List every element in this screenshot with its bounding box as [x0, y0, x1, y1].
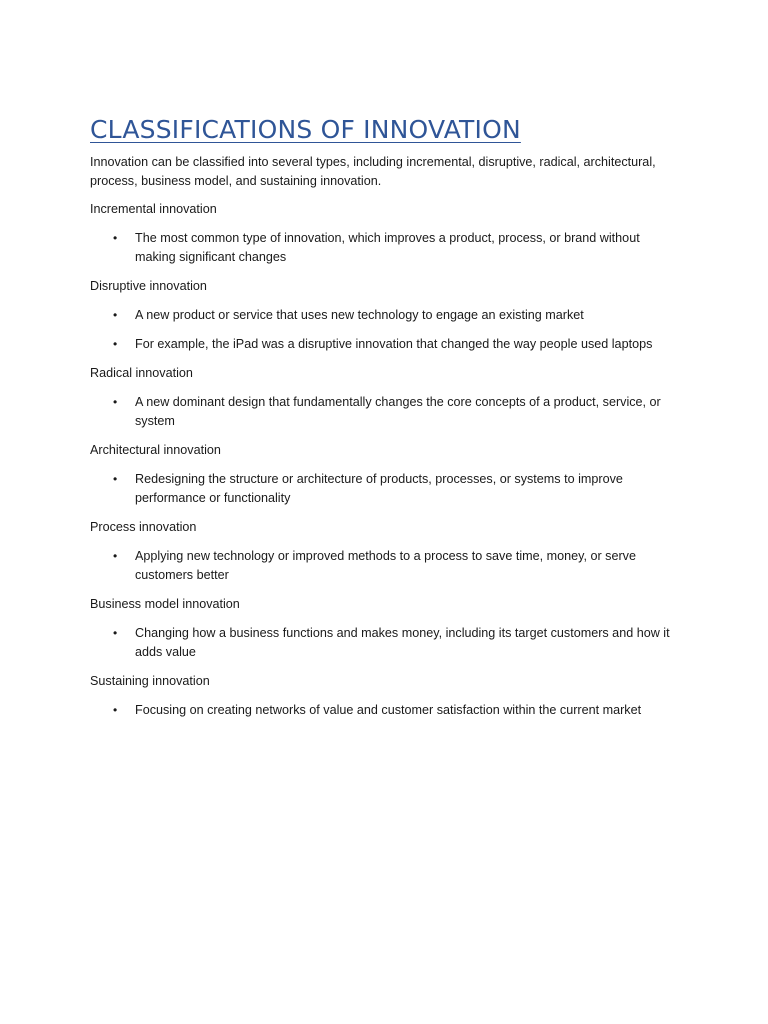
section-heading-disruptive: Disruptive innovation — [90, 279, 207, 293]
list-item — [90, 335, 680, 354]
bullet-icon: • — [113, 231, 118, 245]
list-item — [90, 229, 680, 267]
bullet-icon: • — [113, 549, 118, 563]
list-item — [90, 306, 680, 325]
bullet-icon: • — [113, 337, 118, 351]
section-heading-architectural: Architectural innovation — [90, 443, 221, 457]
bullet-list-incremental — [90, 229, 680, 267]
bullet-list-architectural — [90, 470, 680, 508]
section-heading-business-model: Business model innovation — [90, 597, 240, 611]
list-item-text: Applying new technology or improved methods to a process to save time, money, or serve customers better — [135, 549, 636, 582]
list-item-text: A new dominant design that fundamentally changes the core concepts of a product, service, or system — [135, 395, 661, 428]
list-item — [90, 624, 680, 662]
section-heading-process: Process innovation — [90, 520, 197, 534]
page-title: CLASSIFICATIONS OF INNOVATION — [90, 115, 521, 144]
list-item-text: Changing how a business functions and makes money, including its target customers and how it adds value — [135, 626, 670, 659]
bullet-icon: • — [113, 308, 118, 322]
bullet-list-business-model — [90, 624, 680, 662]
bullet-list-disruptive — [90, 306, 680, 354]
section-heading-sustaining: Sustaining innovation — [90, 674, 210, 688]
section-heading-radical: Radical innovation — [90, 366, 193, 380]
list-item-text: Redesigning the structure or architecture of products, processes, or systems to improve performance or functionality — [135, 472, 623, 505]
bullet-list-process — [90, 547, 680, 585]
bullet-icon: • — [113, 395, 118, 409]
list-item — [90, 701, 680, 720]
list-item-text: The most common type of innovation, which improves a product, process, or brand without making significant changes — [135, 231, 640, 264]
bullet-icon: • — [113, 626, 118, 640]
list-item-text: For example, the iPad was a disruptive innovation that changed the way people used laptops — [135, 337, 653, 351]
section-heading-incremental: Incremental innovation — [90, 202, 217, 216]
list-item — [90, 470, 680, 508]
bullet-list-radical — [90, 393, 680, 431]
bullet-icon: • — [113, 703, 118, 717]
bullet-list-sustaining — [90, 701, 680, 720]
document-page — [90, 113, 680, 730]
intro-paragraph: Innovation can be classified into several types, including incremental, disruptive, radical, architectural, process, business model, and sustaining innovation. — [90, 155, 656, 188]
list-item-text: Focusing on creating networks of value and customer satisfaction within the current market — [135, 703, 642, 717]
bullet-icon: • — [113, 472, 118, 486]
list-item — [90, 547, 680, 585]
list-item — [90, 393, 680, 431]
list-item-text: A new product or service that uses new technology to engage an existing market — [135, 308, 584, 322]
